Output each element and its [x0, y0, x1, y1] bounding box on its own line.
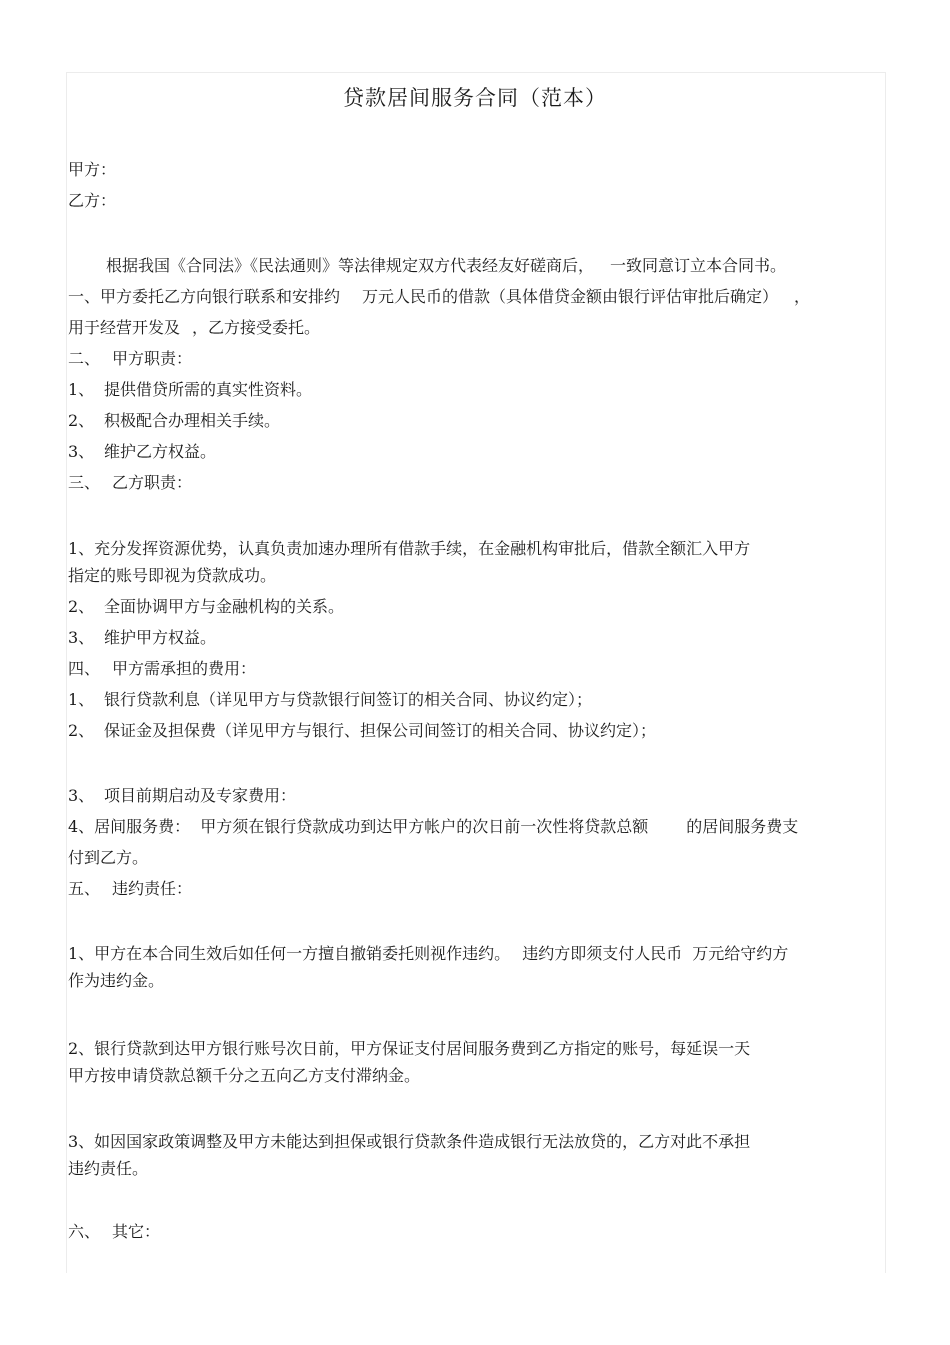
section-5-item-2-line-2: 甲方按申请贷款总额千分之五向乙方支付滞纳金。: [68, 1066, 421, 1085]
section-2-title: 甲方职责：: [112, 349, 193, 368]
item-1-text-b: 违约方即须支付人民币: [522, 944, 683, 963]
section-4-item-4-line-2: 付到乙方。: [68, 848, 149, 867]
section-2-heading: [68, 349, 192, 369]
item-number: 1、: [68, 690, 95, 709]
section-4-heading: [68, 659, 256, 679]
section-5-title: 违约责任：: [112, 879, 193, 898]
section-4-number: 四、: [68, 659, 101, 678]
item-text: 全面协调甲方与金融机构的关系。: [104, 597, 345, 616]
section-4-item-1: [68, 690, 592, 710]
section-5-item-2-line-1: 2、银行贷款到达甲方银行账号次日前，甲方保证支付居间服务费到乙方指定的账号，每延误一天: [68, 1039, 751, 1058]
clause-1-line-2: [68, 318, 320, 338]
item-1-text-c: 万元给守约方: [692, 944, 789, 963]
party-a-label: 甲方：: [68, 160, 117, 179]
preamble-part2: 一致同意订立本合同书。: [610, 256, 787, 275]
item-text: 银行贷款利息（详见甲方与贷款银行间签订的相关合同、协议约定）；: [104, 690, 593, 709]
section-3-item-1-line-2: 指定的账号即视为贷款成功。: [68, 566, 277, 585]
section-3-item-3: [68, 628, 216, 648]
item-4-text-b: 的居间服务费支: [686, 817, 799, 836]
section-5-item-1-line-1: [68, 944, 788, 964]
section-4-title: 甲方需承担的费用：: [112, 659, 257, 678]
section-5-item-3-line-2: 违约责任。: [68, 1159, 149, 1178]
item-number: 2、: [68, 597, 95, 616]
item-text: 项目前期启动及专家费用：: [104, 786, 297, 805]
clause-1-line2-a: 用于经营开发及: [68, 318, 181, 337]
clause-1-part2: 万元人民币的借款（具体借贷金额由银行评估审批后确定）: [362, 287, 779, 306]
item-text: 保证金及担保费（详见甲方与银行、担保公司间签订的相关合同、协议约定）；: [104, 721, 657, 740]
section-3-item-2: [68, 597, 344, 617]
clause-1-part1: 一、甲方委托乙方向银行联系和安排约: [68, 287, 341, 306]
clause-1-line2-b: ，乙方接受委托。: [192, 318, 321, 337]
item-1-text-a: 1、甲方在本合同生效后如任何一方擅自撤销委托则视作违约。: [68, 944, 511, 963]
item-number: 2、: [68, 721, 95, 740]
section-3-title: 乙方职责：: [112, 473, 193, 492]
preamble-part1: 根据我国《合同法》《民法通则》等法律规定双方代表经友好磋商后，: [106, 256, 595, 275]
item-text: 维护甲方权益。: [104, 628, 217, 647]
section-5-number: 五、: [68, 879, 101, 898]
preamble: [106, 256, 786, 276]
section-2-item-1: [68, 380, 312, 400]
clause-1-part3: ，: [794, 287, 811, 306]
section-3-item-1-line-1: 1、充分发挥资源优势，认真负责加速办理所有借款手续，在金融机构审批后，借款全额汇入甲方: [68, 539, 751, 558]
section-2-item-3: [68, 442, 216, 462]
item-number: 2、: [68, 411, 95, 430]
section-4-item-4-line-1: [68, 817, 798, 837]
item-number: 3、: [68, 786, 95, 805]
item-4-label: 4、居间服务费：: [68, 817, 191, 836]
item-text: 积极配合办理相关手续。: [104, 411, 281, 430]
item-4-text-a: 甲方须在银行贷款成功到达甲方帐户的次日前一次性将贷款总额: [200, 817, 649, 836]
section-6-title: 其它：: [112, 1222, 161, 1241]
section-2-item-2: [68, 411, 280, 431]
item-number: 3、: [68, 442, 95, 461]
section-4-item-2: [68, 721, 656, 741]
section-5-item-1-line-2: 作为违约金。: [68, 971, 165, 990]
section-3-number: 三、: [68, 473, 101, 492]
section-6-number: 六、: [68, 1222, 101, 1241]
section-5-heading: [68, 879, 192, 899]
item-text: 提供借贷所需的真实性资料。: [104, 380, 313, 399]
document-title: 贷款居间服务合同（范本）: [343, 86, 607, 110]
clause-1-line-1: [68, 287, 810, 307]
section-5-item-3-line-1: 3、如因国家政策调整及甲方未能达到担保或银行贷款条件造成银行无法放贷的，乙方对此不承担: [68, 1132, 751, 1151]
section-6-heading: [68, 1222, 160, 1242]
item-number: 1、: [68, 380, 95, 399]
item-text: 维护乙方权益。: [104, 442, 217, 461]
section-2-number: 二、: [68, 349, 101, 368]
item-number: 3、: [68, 628, 95, 647]
section-4-item-3: [68, 786, 296, 806]
party-b-label: 乙方：: [68, 191, 117, 210]
section-3-heading: [68, 473, 192, 493]
